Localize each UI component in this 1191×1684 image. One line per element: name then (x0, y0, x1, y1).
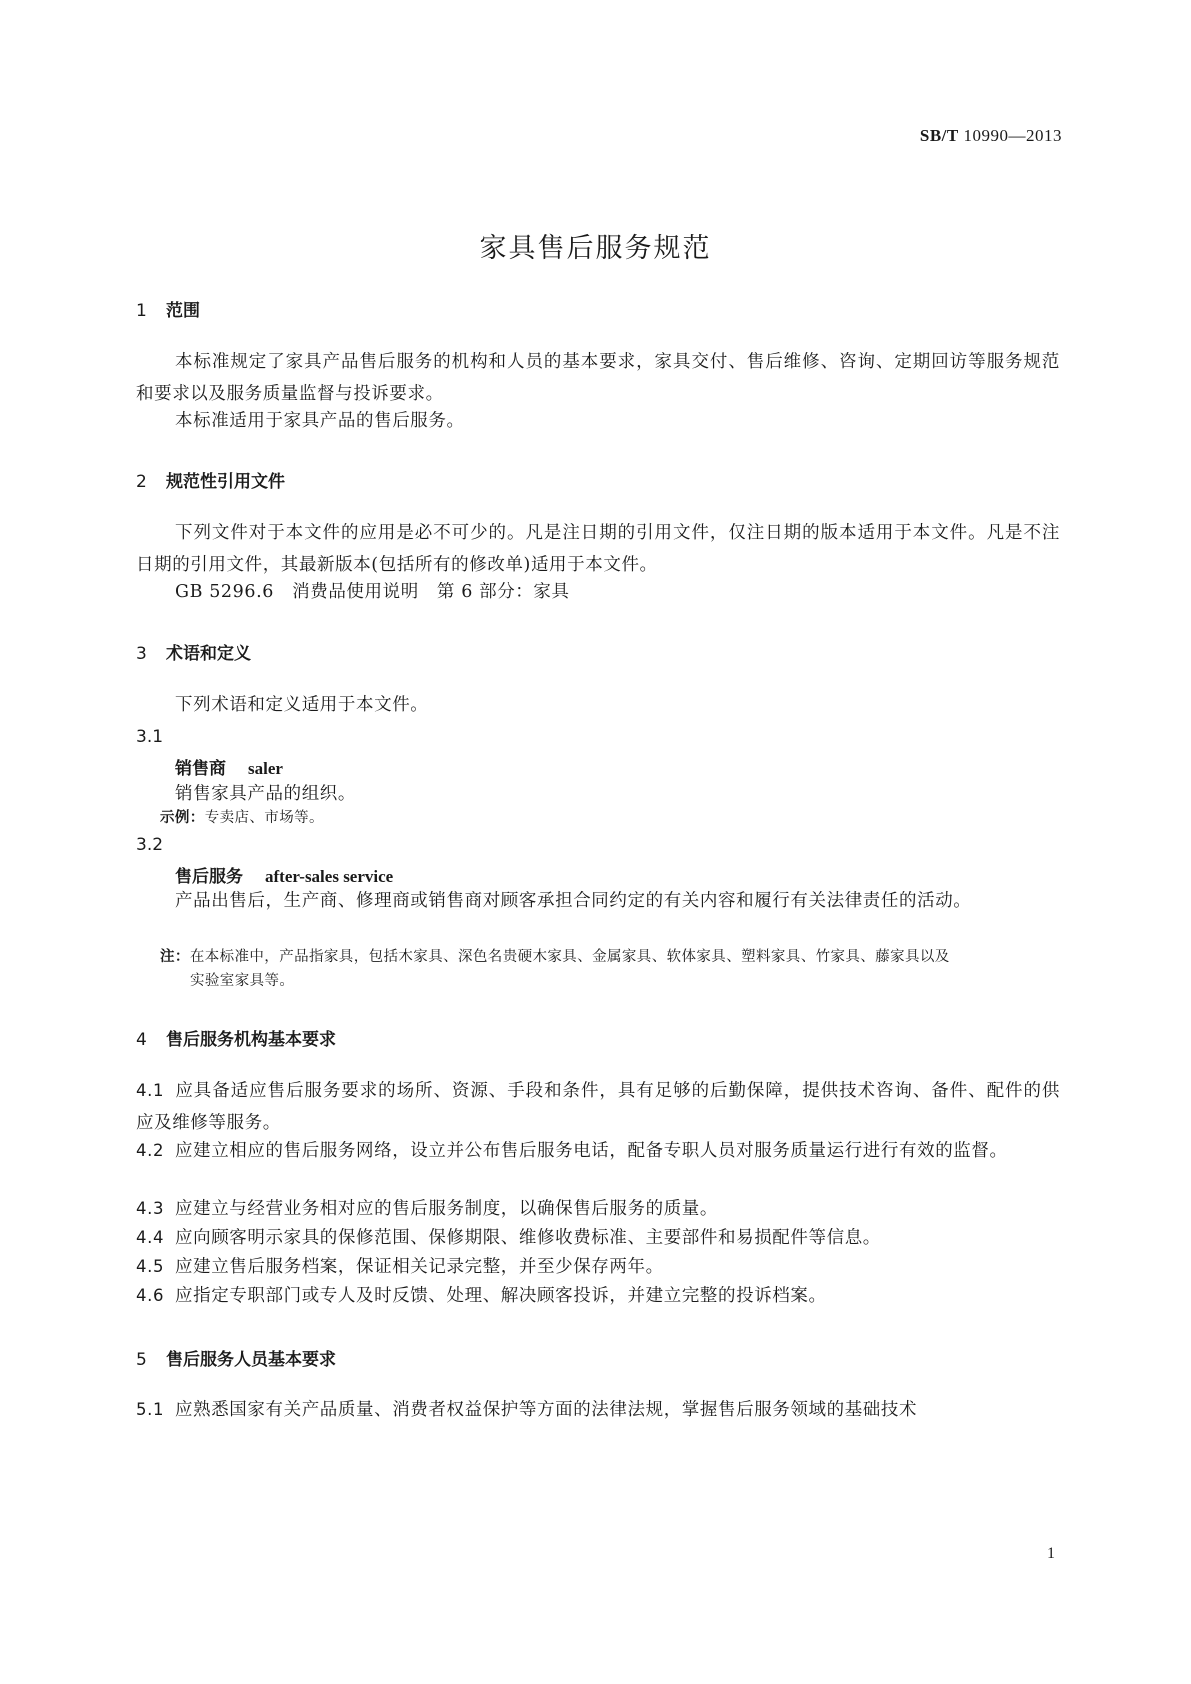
note-line-1: 在本标准中，产品指家具，包括木家具、深色名贵硬木家具、金属家具、软体家具、塑料家具、竹家具、藤家具以及 (189, 949, 950, 965)
term-definition: 销售家具产品的组织。 (175, 784, 356, 804)
clause-number: 4.3 (136, 1199, 165, 1218)
term-note (160, 945, 950, 969)
section-1-paragraph-2: 本标准适用于家具产品的售后服务。 (175, 411, 465, 431)
clause-number: 4.1 (136, 1081, 165, 1100)
term-chinese: 销售商 (175, 759, 226, 779)
clause-4-2 (136, 1135, 1060, 1167)
section-number: 2 (136, 472, 147, 492)
section-number: 4 (136, 1030, 147, 1050)
section-title: 售后服务人员基本要求 (166, 1350, 336, 1370)
example-text: 专卖店、市场等。 (204, 810, 324, 826)
clause-4-6 (136, 1281, 1060, 1311)
clause-text: 应建立相应的售后服务网络，设立并公布售后服务电话，配备专职人员对服务质量运行进行有效的监督。 (175, 1141, 1008, 1161)
term-chinese: 售后服务 (175, 867, 243, 887)
term-entry (175, 862, 393, 887)
clause-4-4 (136, 1223, 1060, 1253)
clause-number: 4.4 (136, 1228, 165, 1247)
section-4-heading (136, 1025, 336, 1050)
clause-number: 5.1 (136, 1400, 165, 1419)
term-example (160, 806, 324, 830)
clause-text: 应向顾客明示家具的保修范围、保修期限、维修收费标准、主要部件和易损配件等信息。 (175, 1228, 881, 1248)
document-title: 家具售后服务规范 (479, 233, 712, 264)
term-definition: 产品出售后，生产商、修理商或销售商对顾客承担合同约定的有关内容和履行有关法律责任的活动。 (175, 891, 972, 911)
section-5-heading (136, 1345, 336, 1370)
section-number: 3 (136, 644, 147, 664)
note-label: 注： (160, 949, 190, 965)
section-title: 范围 (166, 301, 200, 321)
standard-number: 10990—2013 (963, 126, 1062, 145)
section-title: 规范性引用文件 (166, 472, 285, 492)
term-english: after-sales service (265, 867, 394, 886)
clause-text: 应熟悉国家有关产品质量、消费者权益保护等方面的法律法规，掌握售后服务领域的基础技术 (175, 1400, 918, 1420)
clause-number: 4.6 (136, 1286, 165, 1305)
clause-text: 应具备适应售后服务要求的场所、资源、手段和条件，具有足够的后勤保障，提供技术咨询、备件、配件的供应及维修等服务。 (136, 1081, 1060, 1133)
section-title: 售后服务机构基本要求 (166, 1030, 336, 1050)
page-number: 1 (1047, 1545, 1055, 1562)
section-title: 术语和定义 (166, 644, 251, 664)
clause-text: 应建立售后服务档案，保证相关记录完整，并至少保存两年。 (175, 1257, 664, 1277)
section-1-heading (136, 296, 200, 321)
section-number: 5 (136, 1350, 147, 1370)
clause-5-1 (136, 1395, 1060, 1425)
standard-code (920, 126, 1062, 146)
section-1-paragraph-1: 本标准规定了家具产品售后服务的机构和人员的基本要求，家具交付、售后维修、咨询、定期回访等服务规范和要求以及服务质量监督与投诉要求。 (136, 352, 1060, 404)
term-number: 3.2 (136, 835, 164, 855)
clause-4-1 (136, 1075, 1060, 1139)
clause-text: 应建立与经营业务相对应的售后服务制度，以确保售后服务的质量。 (175, 1199, 718, 1219)
term-entry (175, 754, 283, 779)
section-2-heading (136, 467, 285, 492)
note-line-2: 实验室家具等。 (190, 973, 295, 989)
section-3-heading (136, 639, 251, 664)
clause-number: 4.2 (136, 1141, 165, 1160)
example-label: 示例： (160, 810, 205, 826)
standard-prefix: SB/T (919, 126, 959, 145)
clause-4-3 (136, 1194, 1060, 1224)
section-2-paragraph-1: 下列文件对于本文件的应用是必不可少的。凡是注日期的引用文件，仅注日期的版本适用于本文件。凡是不注日期的引用文件，其最新版本(包括所有的修改单)适用于本文件。 (136, 523, 1060, 575)
term-english: saler (248, 759, 283, 778)
section-3-intro: 下列术语和定义适用于本文件。 (175, 695, 429, 715)
section-number: 1 (136, 301, 147, 321)
normative-reference: GB 5296.6 消费品使用说明 第 6 部分：家具 (175, 582, 570, 602)
term-number: 3.1 (136, 727, 164, 747)
clause-4-5 (136, 1252, 1060, 1282)
clause-number: 4.5 (136, 1257, 165, 1276)
clause-text: 应指定专职部门或专人及时反馈、处理、解决顾客投诉，并建立完整的投诉档案。 (175, 1286, 827, 1306)
